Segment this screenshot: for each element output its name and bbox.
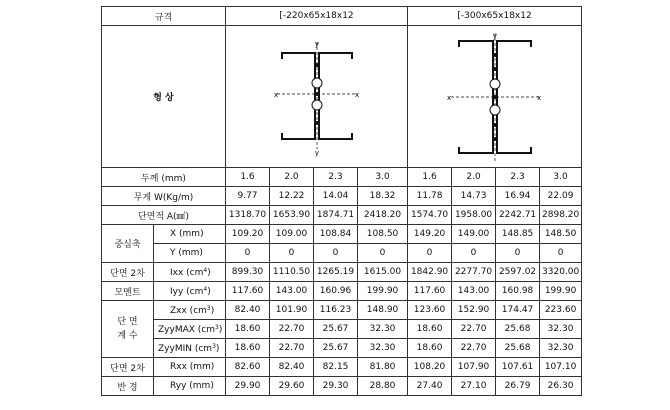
table-cell: 1615.00 [358, 263, 408, 282]
shape-diagram-a [226, 26, 408, 168]
zxx-label: Zxx $(cm^3)$ [154, 301, 226, 320]
table-cell: 1265.19 [314, 263, 358, 282]
table-cell: 148.85 [496, 225, 540, 244]
table-cell: 32.30 [540, 320, 582, 339]
table-cell: 2.0 [452, 168, 496, 187]
table-cell: 123.60 [408, 301, 452, 320]
table-row [102, 301, 582, 320]
table-cell: 116.23 [314, 301, 358, 320]
table-cell: 22.70 [452, 320, 496, 339]
table-cell: 1318.70 [226, 206, 270, 225]
table-cell: 82.40 [226, 301, 270, 320]
ixx-label: Ixx $(cm^4)$ [154, 263, 226, 282]
table-cell: 143.00 [452, 282, 496, 301]
table-cell: 2.3 [496, 168, 540, 187]
table-cell: 0 [358, 244, 408, 263]
centroid-x-label: X (mm) [154, 225, 226, 244]
table-row [102, 358, 582, 377]
table-cell: 152.90 [452, 301, 496, 320]
rxx-label: Rxx (mm) [154, 358, 226, 377]
table-cell: 26.79 [496, 377, 540, 396]
table-cell: 199.90 [540, 282, 582, 301]
table-cell: 1874.71 [314, 206, 358, 225]
table-cell: 22.70 [270, 320, 314, 339]
axis-label-x-left: x [273, 90, 278, 99]
centroid-y-label: Y (mm) [154, 244, 226, 263]
table-row [102, 377, 582, 396]
table-cell: 0 [270, 244, 314, 263]
table-cell: 27.40 [408, 377, 452, 396]
table-cell: 2277.70 [452, 263, 496, 282]
table-cell: 29.30 [314, 377, 358, 396]
table-cell: 32.30 [540, 339, 582, 358]
double-channel-diagram-b [445, 31, 545, 163]
centroid-label: 중심축 [102, 225, 154, 263]
model-b-title: [-300x65x18x12 [408, 7, 582, 26]
axis-label-x-right: x [536, 93, 541, 102]
table-cell: 2.0 [270, 168, 314, 187]
axis-label-y-top: y [314, 39, 319, 48]
table-cell: 18.60 [408, 320, 452, 339]
table-cell: 32.30 [358, 339, 408, 358]
table-cell: 1110.50 [270, 263, 314, 282]
zyymax-label: ZyyMAX $(cm^3)$ [154, 320, 226, 339]
table-cell: 107.10 [540, 358, 582, 377]
table-cell: 27.10 [452, 377, 496, 396]
double-channel-diagram-a [272, 37, 362, 157]
modulus-label-1: 단 면 [117, 317, 138, 327]
table-cell: 1653.90 [270, 206, 314, 225]
table-cell: 149.20 [408, 225, 452, 244]
inertia-label-2: 모멘트 [102, 282, 154, 301]
inertia-label-1: 단면 2차 [102, 263, 154, 282]
table-cell: 12.22 [270, 187, 314, 206]
thickness-label: 두께 (mm) [102, 168, 226, 187]
table-cell: 11.78 [408, 187, 452, 206]
table-cell: 25.68 [496, 320, 540, 339]
shape-label: 형 상 [102, 26, 226, 168]
table-cell: 107.61 [496, 358, 540, 377]
table-row [102, 244, 582, 263]
table-cell: 199.90 [358, 282, 408, 301]
table-cell: 22.70 [270, 339, 314, 358]
table-cell: 82.60 [226, 358, 270, 377]
table-cell: 29.60 [270, 377, 314, 396]
spec-table [101, 6, 582, 396]
table-cell: 32.30 [358, 320, 408, 339]
table-cell: 117.60 [408, 282, 452, 301]
table-row [102, 168, 582, 187]
table-cell: 109.00 [270, 225, 314, 244]
table-cell: 25.68 [496, 339, 540, 358]
table-cell: 0 [314, 244, 358, 263]
table-row [102, 320, 582, 339]
table-cell: 899.30 [226, 263, 270, 282]
table-cell: 1958.00 [452, 206, 496, 225]
table-cell: 82.40 [270, 358, 314, 377]
area-label: 단면적 A(㎟) [102, 206, 226, 225]
table-cell: 148.90 [358, 301, 408, 320]
table-cell: 29.90 [226, 377, 270, 396]
table-cell: 25.67 [314, 320, 358, 339]
table-cell: 148.50 [540, 225, 582, 244]
table-cell: 22.09 [540, 187, 582, 206]
zyymin-label: ZyyMIN $(cm^3)$ [154, 339, 226, 358]
table-cell: 1574.70 [408, 206, 452, 225]
modulus-label-2: 계 수 [117, 331, 138, 341]
table-cell: 2242.71 [496, 206, 540, 225]
table-cell: 160.96 [314, 282, 358, 301]
spec-label: 규격 [102, 7, 226, 26]
table-cell: 1842.90 [408, 263, 452, 282]
table-cell: 2597.02 [496, 263, 540, 282]
table-cell: 26.30 [540, 377, 582, 396]
table-row [102, 187, 582, 206]
table-cell: 107.90 [452, 358, 496, 377]
table-cell: 174.47 [496, 301, 540, 320]
table-row [102, 282, 582, 301]
table-cell: 0 [496, 244, 540, 263]
table-cell: 18.32 [358, 187, 408, 206]
table-cell: 18.60 [226, 320, 270, 339]
table-cell: 108.50 [358, 225, 408, 244]
right-channel-shape [319, 53, 352, 139]
radius-label-2: 반 경 [102, 377, 154, 396]
table-row [102, 263, 582, 282]
ryy-label: Ryy (mm) [154, 377, 226, 396]
table-cell: 18.60 [408, 339, 452, 358]
shape-row [102, 26, 582, 168]
table-cell: 109.20 [226, 225, 270, 244]
table-cell: 108.84 [314, 225, 358, 244]
table-cell: 0 [408, 244, 452, 263]
axis-label-y-top: y [492, 31, 497, 40]
header-row [102, 7, 582, 26]
table-cell: 149.00 [452, 225, 496, 244]
left-channel-shape [282, 53, 315, 139]
shape-diagram-b [408, 26, 582, 168]
table-cell: 1.6 [408, 168, 452, 187]
axis-label-x-right: x [354, 90, 359, 99]
table-cell: 18.60 [226, 339, 270, 358]
table-cell: 2418.20 [358, 206, 408, 225]
table-cell: 108.20 [408, 358, 452, 377]
weight-label: 무게 W(Kg/m) [102, 187, 226, 206]
axis-label-y-bottom: y [314, 148, 319, 157]
table-cell: 28.80 [358, 377, 408, 396]
table-cell: 9.77 [226, 187, 270, 206]
table-cell: 3320.00 [540, 263, 582, 282]
table-cell: 143.00 [270, 282, 314, 301]
axis-label-x-left: x [446, 93, 451, 102]
table-row [102, 206, 582, 225]
table-cell: 3.0 [540, 168, 582, 187]
table-cell: 0 [226, 244, 270, 263]
table-cell: 160.98 [496, 282, 540, 301]
table-cell: 25.67 [314, 339, 358, 358]
table-row [102, 225, 582, 244]
table-cell: 16.94 [496, 187, 540, 206]
table-cell: 3.0 [358, 168, 408, 187]
table-cell: 223.60 [540, 301, 582, 320]
table-cell: 0 [540, 244, 582, 263]
table-row [102, 339, 582, 358]
table-cell: 117.60 [226, 282, 270, 301]
table-cell: 81.80 [358, 358, 408, 377]
table-cell: 14.73 [452, 187, 496, 206]
modulus-label [102, 301, 154, 358]
iyy-label: Iyy $(cm^4)$ [154, 282, 226, 301]
table-cell: 2.3 [314, 168, 358, 187]
table-cell: 14.04 [314, 187, 358, 206]
table-cell: 0 [452, 244, 496, 263]
table-cell: 82.15 [314, 358, 358, 377]
radius-label-1: 단면 2차 [102, 358, 154, 377]
model-a-title: [-220x65x18x12 [226, 7, 408, 26]
table-cell: 101.90 [270, 301, 314, 320]
table-cell: 2898.20 [540, 206, 582, 225]
table-cell: 1.6 [226, 168, 270, 187]
table-cell: 22.70 [452, 339, 496, 358]
